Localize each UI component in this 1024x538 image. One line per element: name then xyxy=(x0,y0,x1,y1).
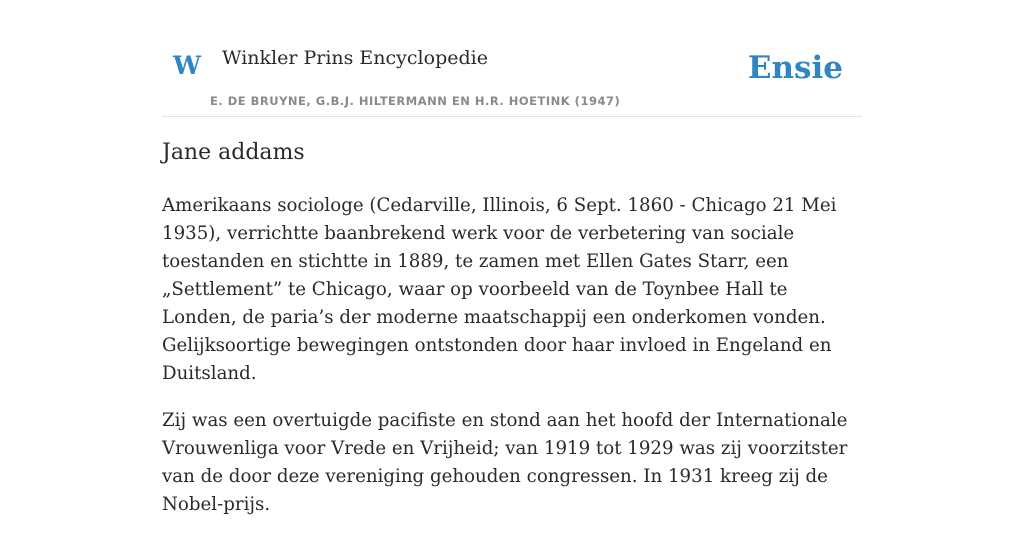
source-logo[interactable]: W xyxy=(173,51,202,80)
entry-title: Jane addams xyxy=(162,140,305,165)
source-title[interactable]: Winkler Prins Encyclopedie xyxy=(222,47,488,69)
entry-body xyxy=(162,192,862,538)
page xyxy=(162,0,862,515)
entry-paragraph: Amerikaans sociologe (Cedarville, Illinois, 6 Sept. 1860 - Chicago 21 Mei 1935), verrichtte baanbrekend werk voor de verbetering van sociale toestanden en stichtte in 1889, te zamen met Ellen Gates Starr, een „Settlement” te Chicago, waar op voorbeeld van de Toynbee Hall te Londen, de paria’s der moderne maatschappij een onderkomen vonden. Gelijksoortige bewegingen ontstonden door haar invloed in Engeland en Duitsland. xyxy=(162,195,837,384)
source-authors: E. DE BRUYNE, G.B.J. HILTERMANN EN H.R. HOETINK (1947) xyxy=(210,94,621,108)
entry-paragraph: Zij was een overtuigde pacifiste en stond aan het hoofd der Internationale Vrouwenliga voor Vrede en Vrijheid; van 1919 tot 1929 was zij voorzitster van de door deze vereniging gehouden congressen. In 1931 kreeg zij de Nobel-prijs. xyxy=(162,410,848,515)
brand-logo[interactable]: Ensie xyxy=(747,50,843,86)
source-header xyxy=(162,0,862,117)
